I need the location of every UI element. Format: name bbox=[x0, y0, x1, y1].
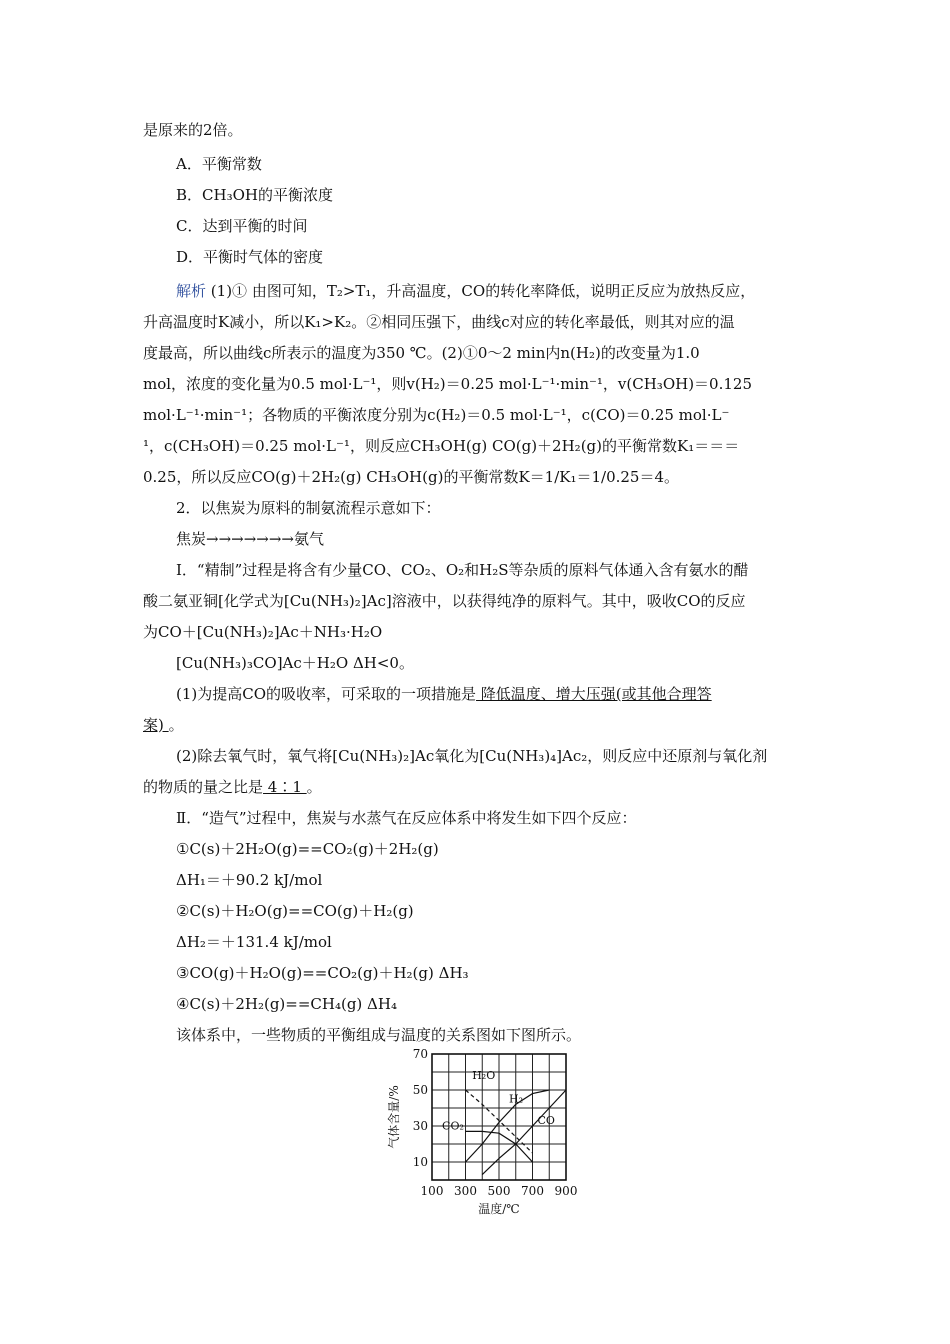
y-axis-label: 气体含量/% bbox=[387, 1085, 401, 1149]
sub1-answer-cont: 案) bbox=[143, 716, 169, 734]
series-label: CO₂ bbox=[442, 1119, 464, 1133]
question2-intro: 2．以焦炭为原料的制氨流程示意如下： bbox=[176, 499, 441, 517]
x-tick-label: 900 bbox=[554, 1184, 578, 1198]
reaction-2: ②C(s)＋H₂O(g)==CO(g)＋H₂(g) bbox=[176, 902, 414, 920]
sub1-answer: 降低温度、增大压强(或其他合理答 bbox=[476, 685, 712, 703]
analysis-line-7: 0.25，所以反应CO(g)＋2H₂(g) CH₃OH(g)的平衡常数K＝1/K₁＝1/0.25＝4。 bbox=[143, 468, 680, 486]
option-b: B．CH₃OH的平衡浓度 bbox=[176, 186, 333, 204]
composition-temperature-chart bbox=[380, 1040, 600, 1220]
part1-line-4: [Cu(NH₃)₃CO]Ac＋H₂O ΔH<0。 bbox=[176, 654, 414, 672]
part1-line-2: 酸二氨亚铜[化学式为[Cu(NH₃)₂]Ac]溶液中，以获得纯净的原料气。其中，吸收CO的反应 bbox=[143, 592, 746, 610]
enthalpy-2: ΔH₂＝＋131.4 kJ/mol bbox=[176, 933, 332, 951]
sub2-answer: 4∶1 bbox=[263, 778, 307, 796]
reaction-3: ③CO(g)＋H₂O(g)==CO₂(g)＋H₂(g) ΔH₃ bbox=[176, 964, 469, 982]
question1-tail: 是原来的2倍。 bbox=[143, 121, 243, 139]
y-tick-label: 70 bbox=[412, 1047, 428, 1061]
enthalpy-1: ΔH₁＝＋90.2 kJ/mol bbox=[176, 871, 323, 889]
x-tick-label: 700 bbox=[521, 1184, 544, 1198]
reaction-1: ①C(s)＋2H₂O(g)==CO₂(g)＋2H₂(g) bbox=[176, 840, 439, 858]
process-flow: 焦炭→→→→→→→氨气 bbox=[176, 530, 324, 548]
y-tick-label: 10 bbox=[412, 1155, 428, 1169]
sub-question-1-cont bbox=[143, 715, 184, 735]
sub-question-2: (2)除去氧气时，氧气将[Cu(NH₃)₂]Ac氧化为[Cu(NH₃)₄]Ac₂，则反应中还原剂与氧化剂 bbox=[176, 747, 768, 765]
analysis-line-5: mol·L⁻¹·min⁻¹；各物质的平衡浓度分别为c(H₂)＝0.5 mol·L⁻¹，c(CO)＝0.25 mol·L⁻ bbox=[143, 406, 730, 424]
sub-question-1 bbox=[176, 684, 712, 704]
series-label: H₂O bbox=[472, 1069, 496, 1083]
y-tick-label: 30 bbox=[412, 1119, 428, 1133]
part1-line-3: 为CO＋[Cu(NH₃)₂]Ac＋NH₃·H₂O bbox=[143, 623, 383, 641]
sub-question-2-cont bbox=[143, 777, 322, 797]
series-label: H₂ bbox=[509, 1092, 524, 1106]
option-d: D．平衡时气体的密度 bbox=[176, 248, 324, 266]
analysis-line-2: 升高温度时K减小，所以K₁>K₂。②相同压强下，曲线c对应的转化率最低，则其对应的温 bbox=[143, 313, 735, 331]
part1-line-1: Ⅰ．“精制”过程是将含有少量CO、CO₂、O₂和H₂S等杂质的原料气体通入含有氨水的醋 bbox=[176, 561, 749, 579]
analysis-line-3: 度最高，所以曲线c所表示的温度为350 ℃。(2)①0～2 min内n(H₂)的改变量为1.0 bbox=[143, 344, 700, 362]
analysis-line-1 bbox=[176, 281, 755, 301]
x-tick-label: 300 bbox=[454, 1184, 477, 1198]
analysis-line-6: ¹，c(CH₃OH)＝0.25 mol·L⁻¹，则反应CH₃OH(g) CO(g)＋2H₂(g)的平衡常数K₁＝＝＝ bbox=[143, 437, 740, 455]
y-tick-label: 50 bbox=[412, 1083, 428, 1097]
reaction-4: ④C(s)＋2H₂(g)==CH₄(g) ΔH₄ bbox=[176, 995, 397, 1013]
analysis-line-4: mol，浓度的变化量为0.5 mol·L⁻¹，则v(H₂)＝0.25 mol·L⁻¹·min⁻¹，v(CH₃OH)＝0.125 bbox=[143, 375, 752, 393]
chart-intro: 该体系中，一些物质的平衡组成与温度的关系图如下图所示。 bbox=[176, 1026, 582, 1044]
option-c: C．达到平衡的时间 bbox=[176, 217, 308, 235]
analysis-text: (1)① 由图可知，T₂>T₁，升高温度，CO的转化率降低，说明正反应为放热反应， bbox=[210, 282, 756, 300]
part2-line-1: Ⅱ．“造气”过程中，焦炭与水蒸气在反应体系中将发生如下四个反应： bbox=[176, 809, 637, 827]
x-axis-label: 温度/℃ bbox=[478, 1202, 520, 1216]
sub2-prefix: 的物质的量之比是 bbox=[143, 778, 264, 796]
sub1-prefix: (1)为提高CO的吸收率，可采取的一项措施是 bbox=[176, 685, 477, 703]
sub1-suffix: 。 bbox=[168, 716, 184, 734]
chart-svg bbox=[380, 1040, 600, 1220]
series-label: CO bbox=[537, 1114, 555, 1128]
x-tick-label: 500 bbox=[487, 1184, 511, 1198]
option-a: A．平衡常数 bbox=[176, 155, 262, 173]
x-tick-label: 100 bbox=[420, 1184, 444, 1198]
sub2-suffix: 。 bbox=[306, 778, 322, 796]
analysis-label: 解析 bbox=[176, 282, 207, 300]
